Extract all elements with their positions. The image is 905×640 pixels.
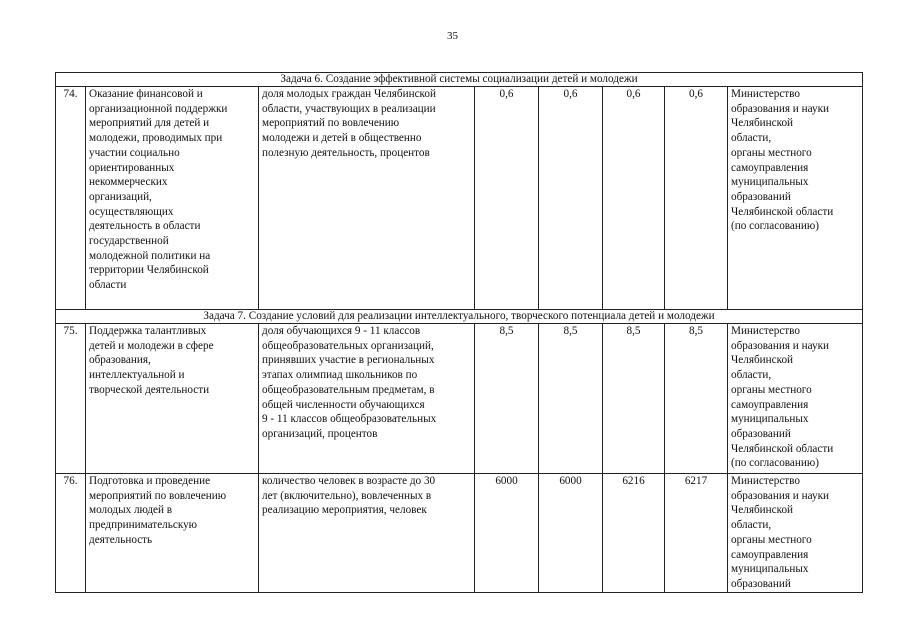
indicator-cell (259, 87, 475, 310)
indicator-value: 0,6 (603, 87, 665, 310)
responsible-text-line: области, (731, 132, 772, 145)
indicator-cell (259, 324, 475, 474)
responsible-text-line: образования и науки (731, 489, 829, 502)
indicator-text-line: области, участвующих в реализации (262, 102, 436, 115)
responsible-text-line: муниципальных (731, 563, 809, 576)
indicator-value: 6217 (665, 474, 728, 593)
responsible-text-line: Министерство (731, 325, 800, 337)
indicator-value: 6000 (475, 474, 539, 593)
event-text-line: ориентированных (89, 161, 175, 174)
indicator-text-line: общеобразовательных организаций, (262, 339, 434, 352)
indicator-text-line: 9 - 11 классов общеобразовательных (262, 413, 437, 426)
responsible-text-line: Челябинской области (731, 442, 834, 455)
program-table (55, 72, 863, 593)
event-text-line: Поддержка талантливых (89, 325, 207, 337)
responsible-text-line: самоуправления (731, 548, 809, 561)
indicator-text-line: принявших участие в региональных (262, 354, 435, 367)
responsible-text-line: образования и науки (731, 339, 829, 352)
event-text-line: деятельность в области (89, 220, 201, 233)
event-text-line: молодых людей в (89, 504, 173, 517)
responsible-text-line: образования и науки (731, 102, 829, 115)
event-text-line: некоммерческих (89, 176, 168, 189)
indicator-value: 8,5 (603, 324, 665, 474)
responsible-text-line: Министерство (731, 88, 800, 100)
responsible-text-line: (по согласованию) (731, 457, 819, 470)
event-text-line: участии социально (89, 146, 180, 159)
indicator-text-line: реализацию мероприятия, человек (262, 504, 427, 517)
responsible-text-line: органы местного (731, 146, 812, 159)
event-text-line: интеллектуальной и (89, 369, 185, 382)
event-text-line: территории Челябинской (89, 264, 209, 277)
responsible-text-line: самоуправления (731, 398, 809, 411)
event-text-line: детей и молодежи в сфере (89, 339, 214, 352)
event-text-line: предпринимательскую (89, 519, 198, 532)
indicator-text-line: общеобразовательным предметам, в (262, 383, 435, 396)
task-title: Задача 6. Создание эффективной системы социализации детей и молодежи (56, 73, 863, 87)
event-text-line: государственной (89, 235, 169, 248)
responsible-text-line: самоуправления (731, 161, 809, 174)
event-cell (86, 87, 259, 310)
event-text-line: деятельность (89, 533, 153, 546)
indicator-value: 0,6 (665, 87, 728, 310)
responsible-text-line: области, (731, 519, 772, 532)
responsible-text-line: области, (731, 369, 772, 382)
indicator-value: 0,6 (475, 87, 539, 310)
event-cell (86, 474, 259, 593)
indicator-value: 6000 (539, 474, 603, 593)
table-row (56, 474, 863, 593)
responsible-text-line: образований (731, 190, 791, 203)
row-number: 75. (56, 324, 86, 474)
indicator-text-line: количество человек в возрасте до 30 (262, 475, 436, 487)
event-text-line: организационной поддержки (89, 102, 228, 115)
indicator-value: 8,5 (475, 324, 539, 474)
event-text-line: осуществляющих (89, 205, 174, 218)
responsible-text-line: Челябинской (731, 354, 794, 367)
indicator-text-line: молодежи и детей в общественно (262, 132, 422, 145)
responsible-text-line: Челябинской области (731, 205, 834, 218)
indicator-text-line: доля молодых граждан Челябинской (262, 88, 437, 100)
event-text-line: организаций, (89, 190, 152, 203)
event-text-line: мероприятий для детей и (89, 117, 210, 130)
event-text-line: образования, (89, 354, 151, 367)
responsible-text-line: Челябинской (731, 117, 794, 130)
responsible-text-line: образований (731, 577, 791, 590)
responsible-text-line: (по согласованию) (731, 220, 819, 233)
event-text-line: молодежи, проводимых при (89, 132, 223, 145)
indicator-text-line: доля обучающихся 9 - 11 классов (262, 325, 421, 337)
indicator-text-line: общей численности обучающихся (262, 398, 425, 411)
indicator-text-line: организаций, процентов (262, 427, 378, 440)
indicator-cell (259, 474, 475, 593)
task-title: Задача 7. Создание условий для реализации интеллектуального, творческого потенциала детей и молодежи (56, 310, 863, 324)
event-text-line: Оказание финансовой и (89, 88, 203, 100)
indicator-value: 8,5 (539, 324, 603, 474)
indicator-value: 8,5 (665, 324, 728, 474)
responsible-text-line: муниципальных (731, 176, 809, 189)
indicator-value: 6216 (603, 474, 665, 593)
indicator-value: 0,6 (539, 87, 603, 310)
table-row (56, 324, 863, 474)
responsible-text-line: органы местного (731, 533, 812, 546)
task-header-row (56, 73, 863, 87)
responsible-text-line: муниципальных (731, 413, 809, 426)
responsible-text-line: органы местного (731, 383, 812, 396)
indicator-text-line: полезную деятельность, процентов (262, 146, 430, 159)
responsible-cell (728, 87, 863, 310)
event-text-line: Подготовка и проведение (89, 475, 211, 487)
event-cell (86, 324, 259, 474)
table-row (56, 87, 863, 310)
responsible-cell (728, 324, 863, 474)
responsible-text-line: Министерство (731, 475, 800, 487)
row-number: 76. (56, 474, 86, 593)
event-text-line: мероприятий по вовлечению (89, 489, 227, 502)
event-text-line: творческой деятельности (89, 383, 210, 396)
event-text-line: области (89, 279, 127, 292)
responsible-text-line: образований (731, 427, 791, 440)
responsible-cell (728, 474, 863, 593)
indicator-text-line: мероприятий по вовлечению (262, 117, 400, 130)
task-header-row (56, 310, 863, 324)
page-number: 35 (447, 30, 458, 42)
responsible-text-line: Челябинской (731, 504, 794, 517)
row-number: 74. (56, 87, 86, 310)
indicator-text-line: лет (включительно), вовлеченных в (262, 489, 432, 502)
indicator-text-line: этапах олимпиад школьников по (262, 369, 418, 382)
event-text-line: молодежной политики на (89, 249, 211, 262)
